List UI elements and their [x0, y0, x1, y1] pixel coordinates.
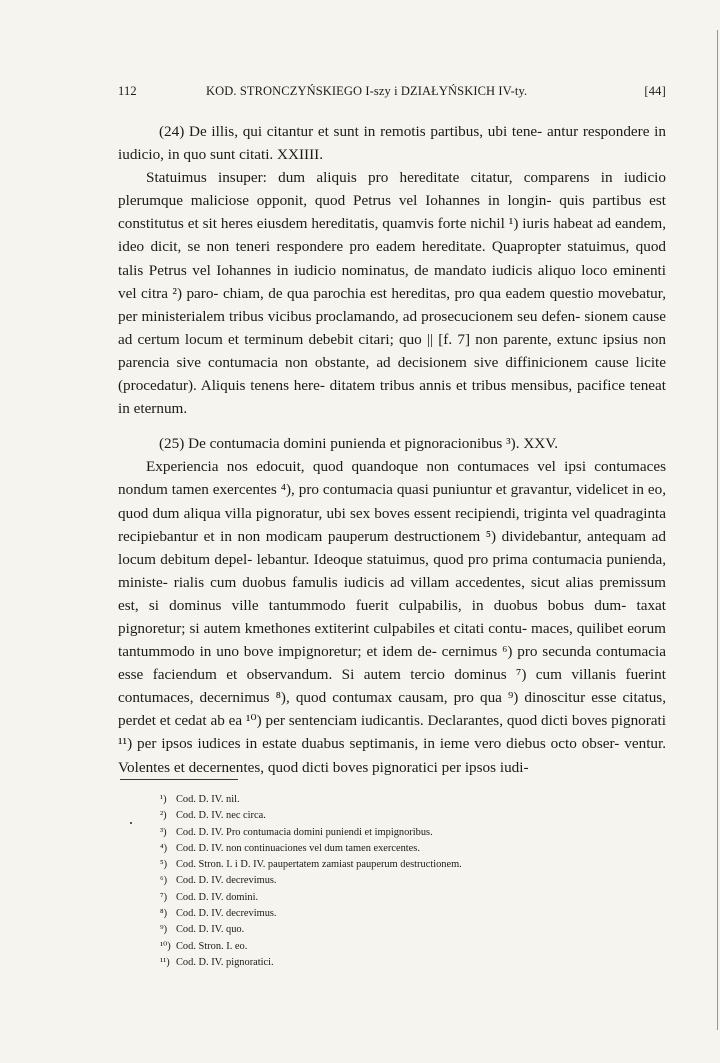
paragraph-line: ipsos iudices in estate duabus septimanis, in ieme vero diebus octo obser-: [161, 735, 620, 753]
folio-signature: [44]: [644, 84, 666, 98]
body-text: [118, 120, 666, 779]
paragraph-line: maces, quilibet eorum tantummodo in uno bove impignoretur; et idem de-: [118, 619, 666, 661]
footnote-mark: ³): [160, 826, 167, 838]
footnote-text: Cod. Stron. I. eo.: [176, 940, 248, 952]
footnote-text: Cod. D. IV. nec circa.: [176, 810, 266, 822]
section-paragraph: [118, 455, 666, 778]
page-number: 112: [118, 84, 137, 98]
footnote-text: Cod. D. IV. nil.: [176, 794, 240, 805]
paragraph-line: ventur. Volentes et decernentes, quod dicti boves pignoratici per ipsos iudi-: [118, 735, 667, 776]
paragraph-line: decisionem sive diffinicionem cause licite (procedatur). Aliquis tenens here-: [118, 353, 666, 395]
footnote: [160, 890, 680, 906]
paragraph-line: nichil ¹) iuris habeat ad eandem, ideo dicit, se non teneri respondere pro: [118, 215, 666, 256]
paragraph-line: Experiencia nos edocuit, quod quandoque non contumaces vel ipsi: [146, 458, 587, 476]
paragraph-line: ditatem tribus annis et tribus mensibus, pacifice teneat in eternum.: [118, 377, 666, 418]
paragraph-line: iudicio nominatus, de mandato iudicis aliquo loco eminenti vel citra ²) paro-: [118, 261, 667, 302]
footnote-text: Cod. D. IV. non continuaciones vel dum tamen exercentes.: [176, 842, 420, 854]
footnote-rule: [120, 779, 238, 780]
footnote: [160, 906, 680, 922]
paragraph-line: rialis cum duobus famulis iudicis ad villam accedentes, sicut alias premissum: [173, 573, 666, 591]
footnote: [160, 808, 680, 824]
running-header: [118, 84, 666, 104]
page-edge-line: [717, 30, 718, 1030]
section-heading: [118, 120, 666, 166]
paragraph-line: pauperum destructionem ⁵) dividebantur, antequam ad locum debitum depel-: [118, 527, 666, 568]
footnote-mark: ¹): [160, 794, 167, 805]
heading-line: (24) De illis, qui citantur et sunt in remotis partibus, ubi tene-: [159, 123, 543, 140]
footnote-text: Cod. Stron. I. i D. IV. paupertatem zamiast pauperum destructionem.: [176, 859, 462, 871]
footnote: [160, 939, 680, 955]
paragraph-line: cernimus ⁶) pro secunda contumacia esse faciendum et observandum. Si: [118, 643, 666, 684]
heading-line: (25) De contumacia domini punienda et pignoracionibus ³). XXV.: [159, 435, 559, 453]
paragraph-line: contumaces nondum tamen exercentes ⁴), pro contumacia quasi puniuntur et: [118, 458, 666, 499]
footnote: [160, 955, 680, 971]
paragraph-line: eadem hereditate. Quapropter statuimus, quod talis Petrus vel Iohannes in: [118, 238, 667, 279]
paragraph-line: quis partibus est constitutus et sit heres eiusdem hereditatis, quamvis forte: [118, 192, 666, 233]
stray-mark: [130, 822, 132, 824]
footnote-mark: ⁹): [160, 924, 168, 936]
footnote: [160, 792, 680, 808]
paragraph-line: per sentenciam iudicantis. Declarantes, quod dicti boves pignorati ¹¹) per: [118, 712, 666, 753]
footnotes: [160, 792, 680, 971]
footnote-mark: ²): [160, 810, 167, 822]
header-title: KOD. STRONCZYŃSKIEGO I-szy i DZIAŁYŃSKICH IV-ty.: [206, 84, 528, 98]
footnote-mark: ¹⁰): [160, 940, 171, 952]
paragraph-line: per ministerialem tribus vicibus proclamando, ad prosecucionem seu defen-: [118, 307, 581, 325]
paragraph-line: lebantur. Ideoque statuimus, quod pro prima contumacia punienda, ministe-: [118, 550, 666, 591]
paragraph-line: gravantur, videlicet in eo, quod dum aliqua villa pignoratur, ubi sex boves: [118, 481, 667, 522]
paragraph-line: essent recipiendi, triginta vel quadraginta recipiebantur et in non modicam: [118, 504, 667, 545]
paragraph-line: sionem cause ad certum locum et terminum debebit citari; quo || [f. 7]: [118, 307, 667, 348]
footnote: [160, 841, 680, 857]
heading-line: antur respondere in iudicio, in quo sunt citati. XXIIII.: [118, 123, 666, 164]
footnote-text: Cod. D. IV. decrevimus.: [176, 908, 277, 920]
footnote-text: Cod. D. IV. decrevimus.: [176, 875, 277, 887]
footnote-mark: ⁵): [160, 859, 168, 871]
section-paragraph: [118, 166, 666, 420]
footnote: [160, 825, 680, 841]
footnote-mark: ¹¹): [160, 956, 170, 968]
footnote-text: Cod. D. IV. pignoratici.: [176, 956, 274, 968]
footnote: [160, 922, 680, 938]
paragraph-line: iudicio plerumque maliciose opponit, quod Petrus vel Iohannes in longin-: [118, 169, 666, 210]
paragraph-line: autem tercio dominus ⁷) cum villanis fuerint contumaces, decernimus ⁸), quod: [118, 666, 666, 707]
footnote: [160, 873, 680, 889]
footnote-mark: ⁶): [160, 875, 168, 887]
footnote-text: Cod. D. IV. Pro contumacia domini puniendi et impignoribus.: [176, 826, 433, 838]
paragraph-line: Statuimus insuper: dum aliquis pro hereditate citatur, comparens in: [146, 169, 613, 187]
paragraph-line: taxat pignoretur; si autem kmethones extiterint culpabiles et citati contu-: [118, 596, 666, 637]
paragraph-line: non parente, extunc ipsius non parencia sive contumacia non obstante, ad: [118, 330, 666, 371]
paragraph-line: est, si dominus ville tantummodo fuerit culpabilis, in duobus bobus dum-: [118, 596, 627, 614]
paragraph-line: chiam, de qua parochia est hereditas, pro qua eadem questio movebatur,: [222, 284, 667, 302]
footnote-mark: ⁷): [160, 891, 168, 903]
section-gap: [118, 420, 666, 432]
paragraph-line: contumax causam, pro qua ⁹) dinoscitur esse citatus, perdet et cedat ab ea ¹⁰): [118, 689, 667, 730]
footnote-text: Cod. D. IV. domini.: [176, 891, 259, 903]
section-heading: [118, 432, 666, 455]
footnote-mark: ⁴): [160, 842, 168, 854]
footnote: [160, 857, 680, 873]
footnote-mark: ⁸): [160, 908, 168, 920]
footnote-text: Cod. D. IV. quo.: [176, 924, 245, 936]
